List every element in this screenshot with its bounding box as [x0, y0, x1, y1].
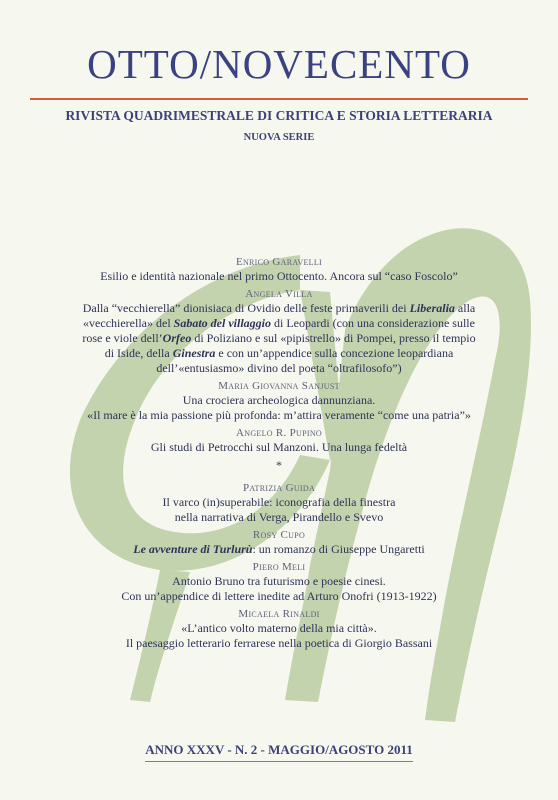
contents-section-2	[30, 482, 528, 651]
title-rule	[30, 98, 528, 100]
title-text: Dalla “vecchierella” dionisiaca di Ovidio delle feste primaverili dei	[82, 301, 410, 315]
entry-title-line	[30, 361, 528, 376]
entry-title	[30, 621, 528, 651]
entry-title-line	[30, 269, 528, 284]
italic-work-title: Liberalia	[409, 301, 455, 315]
entry-title-line	[30, 393, 528, 408]
title-text: Una crociera archeologica dannunziana.	[182, 393, 376, 407]
title-text: : un romanzo di Giuseppe Ungaretti	[252, 542, 425, 556]
footer-rule	[145, 761, 413, 762]
entry-title-line	[30, 331, 528, 346]
title-text: «vecchierella» del	[83, 316, 174, 330]
entry-author: Angela Villa	[245, 288, 313, 300]
journal-subtitle: RIVISTA QUADRIMESTRALE DI CRITICA E STORIA LETTERARIA	[65, 108, 493, 123]
entry-title-line	[30, 542, 528, 557]
entry-title-line	[30, 495, 528, 510]
title-text: alla	[454, 301, 476, 315]
entry-title	[30, 495, 528, 525]
title-text: rose e viole dell’	[82, 331, 163, 345]
title-text: «Il mare è la mia passione più profonda: m’attira veramente “come una patria”»	[87, 408, 471, 422]
entry-title-line	[30, 316, 528, 331]
title-text: Con un’appendice di lettere inedite ad Arturo Onofri (1913-1922)	[121, 589, 437, 603]
title-text: e con un’appendice sulla concezione leopardiana	[215, 346, 454, 360]
table-of-contents	[30, 252, 528, 651]
entry-title-line	[30, 408, 528, 423]
entry-title	[30, 440, 528, 455]
entry-title	[30, 269, 528, 284]
entry-title-line	[30, 589, 528, 604]
title-text: di Leopardi (con una considerazione sulle	[271, 316, 475, 330]
italic-work-title: Orfeo	[162, 331, 192, 345]
entry-title-line	[30, 346, 528, 361]
title-text: Il varco (in)superabile: iconografia della finestra	[162, 495, 396, 509]
entry-title-line	[30, 621, 528, 636]
entry-title-line	[30, 510, 528, 525]
entry-title-line	[30, 574, 528, 589]
issue-line: ANNO XXXV - N. 2 - MAGGIO/AGOSTO 2011	[145, 742, 413, 757]
title-text: dell’«entusiasmo» divino del poeta “oltrafilosofo”)	[156, 361, 402, 375]
italic-work-title: Le avventure di Turlurù	[133, 542, 253, 556]
title-text: di Iside, della	[104, 346, 173, 360]
italic-work-title: Ginestra	[172, 346, 216, 360]
section-separator: *	[276, 458, 282, 472]
entry-title	[30, 542, 528, 557]
entry-title-line	[30, 301, 528, 316]
journal-title: OTTO/NOVECENTO	[87, 41, 471, 87]
entry-author: Enrico Garavelli	[235, 256, 323, 268]
title-text: di Poliziano e sul «pipistrello» di Pompei, presso il tempio	[191, 331, 476, 345]
title-text: «L’antico volto materno della mia città».	[181, 621, 377, 635]
entry-author: Maria Giovanna Sanjust	[218, 380, 340, 392]
entry-author: Piero Meli	[252, 561, 306, 573]
title-text: nella narrativa di Verga, Pirandello e Svevo	[174, 510, 384, 524]
entry-author: Micaela Rinaldi	[238, 608, 320, 620]
entry-title-line	[30, 440, 528, 455]
title-text: Esilio e identità nazionale nel primo Ottocento. Ancora sul “caso Foscolo”	[100, 269, 458, 283]
entry-title	[30, 301, 528, 376]
italic-work-title: Sabato del villaggio	[173, 316, 272, 330]
title-text: Il paesaggio letterario ferrarese nella poetica di Giorgio Bassani	[125, 636, 433, 650]
entry-author: Angelo R. Pupino	[236, 427, 322, 439]
entry-author: Patrizia Guida	[242, 482, 316, 494]
entry-title-line	[30, 636, 528, 651]
series-label: NUOVA SERIE	[243, 132, 315, 143]
entry-title	[30, 393, 528, 423]
title-text: Antonio Bruno tra futurismo e poesie cinesi.	[172, 574, 386, 588]
title-text: Gli studi di Petrocchi sul Manzoni. Una lunga fedeltà	[150, 440, 408, 454]
entry-author: Rosy Cupo	[252, 529, 306, 541]
entry-title	[30, 574, 528, 604]
contents-section-1	[30, 256, 528, 455]
